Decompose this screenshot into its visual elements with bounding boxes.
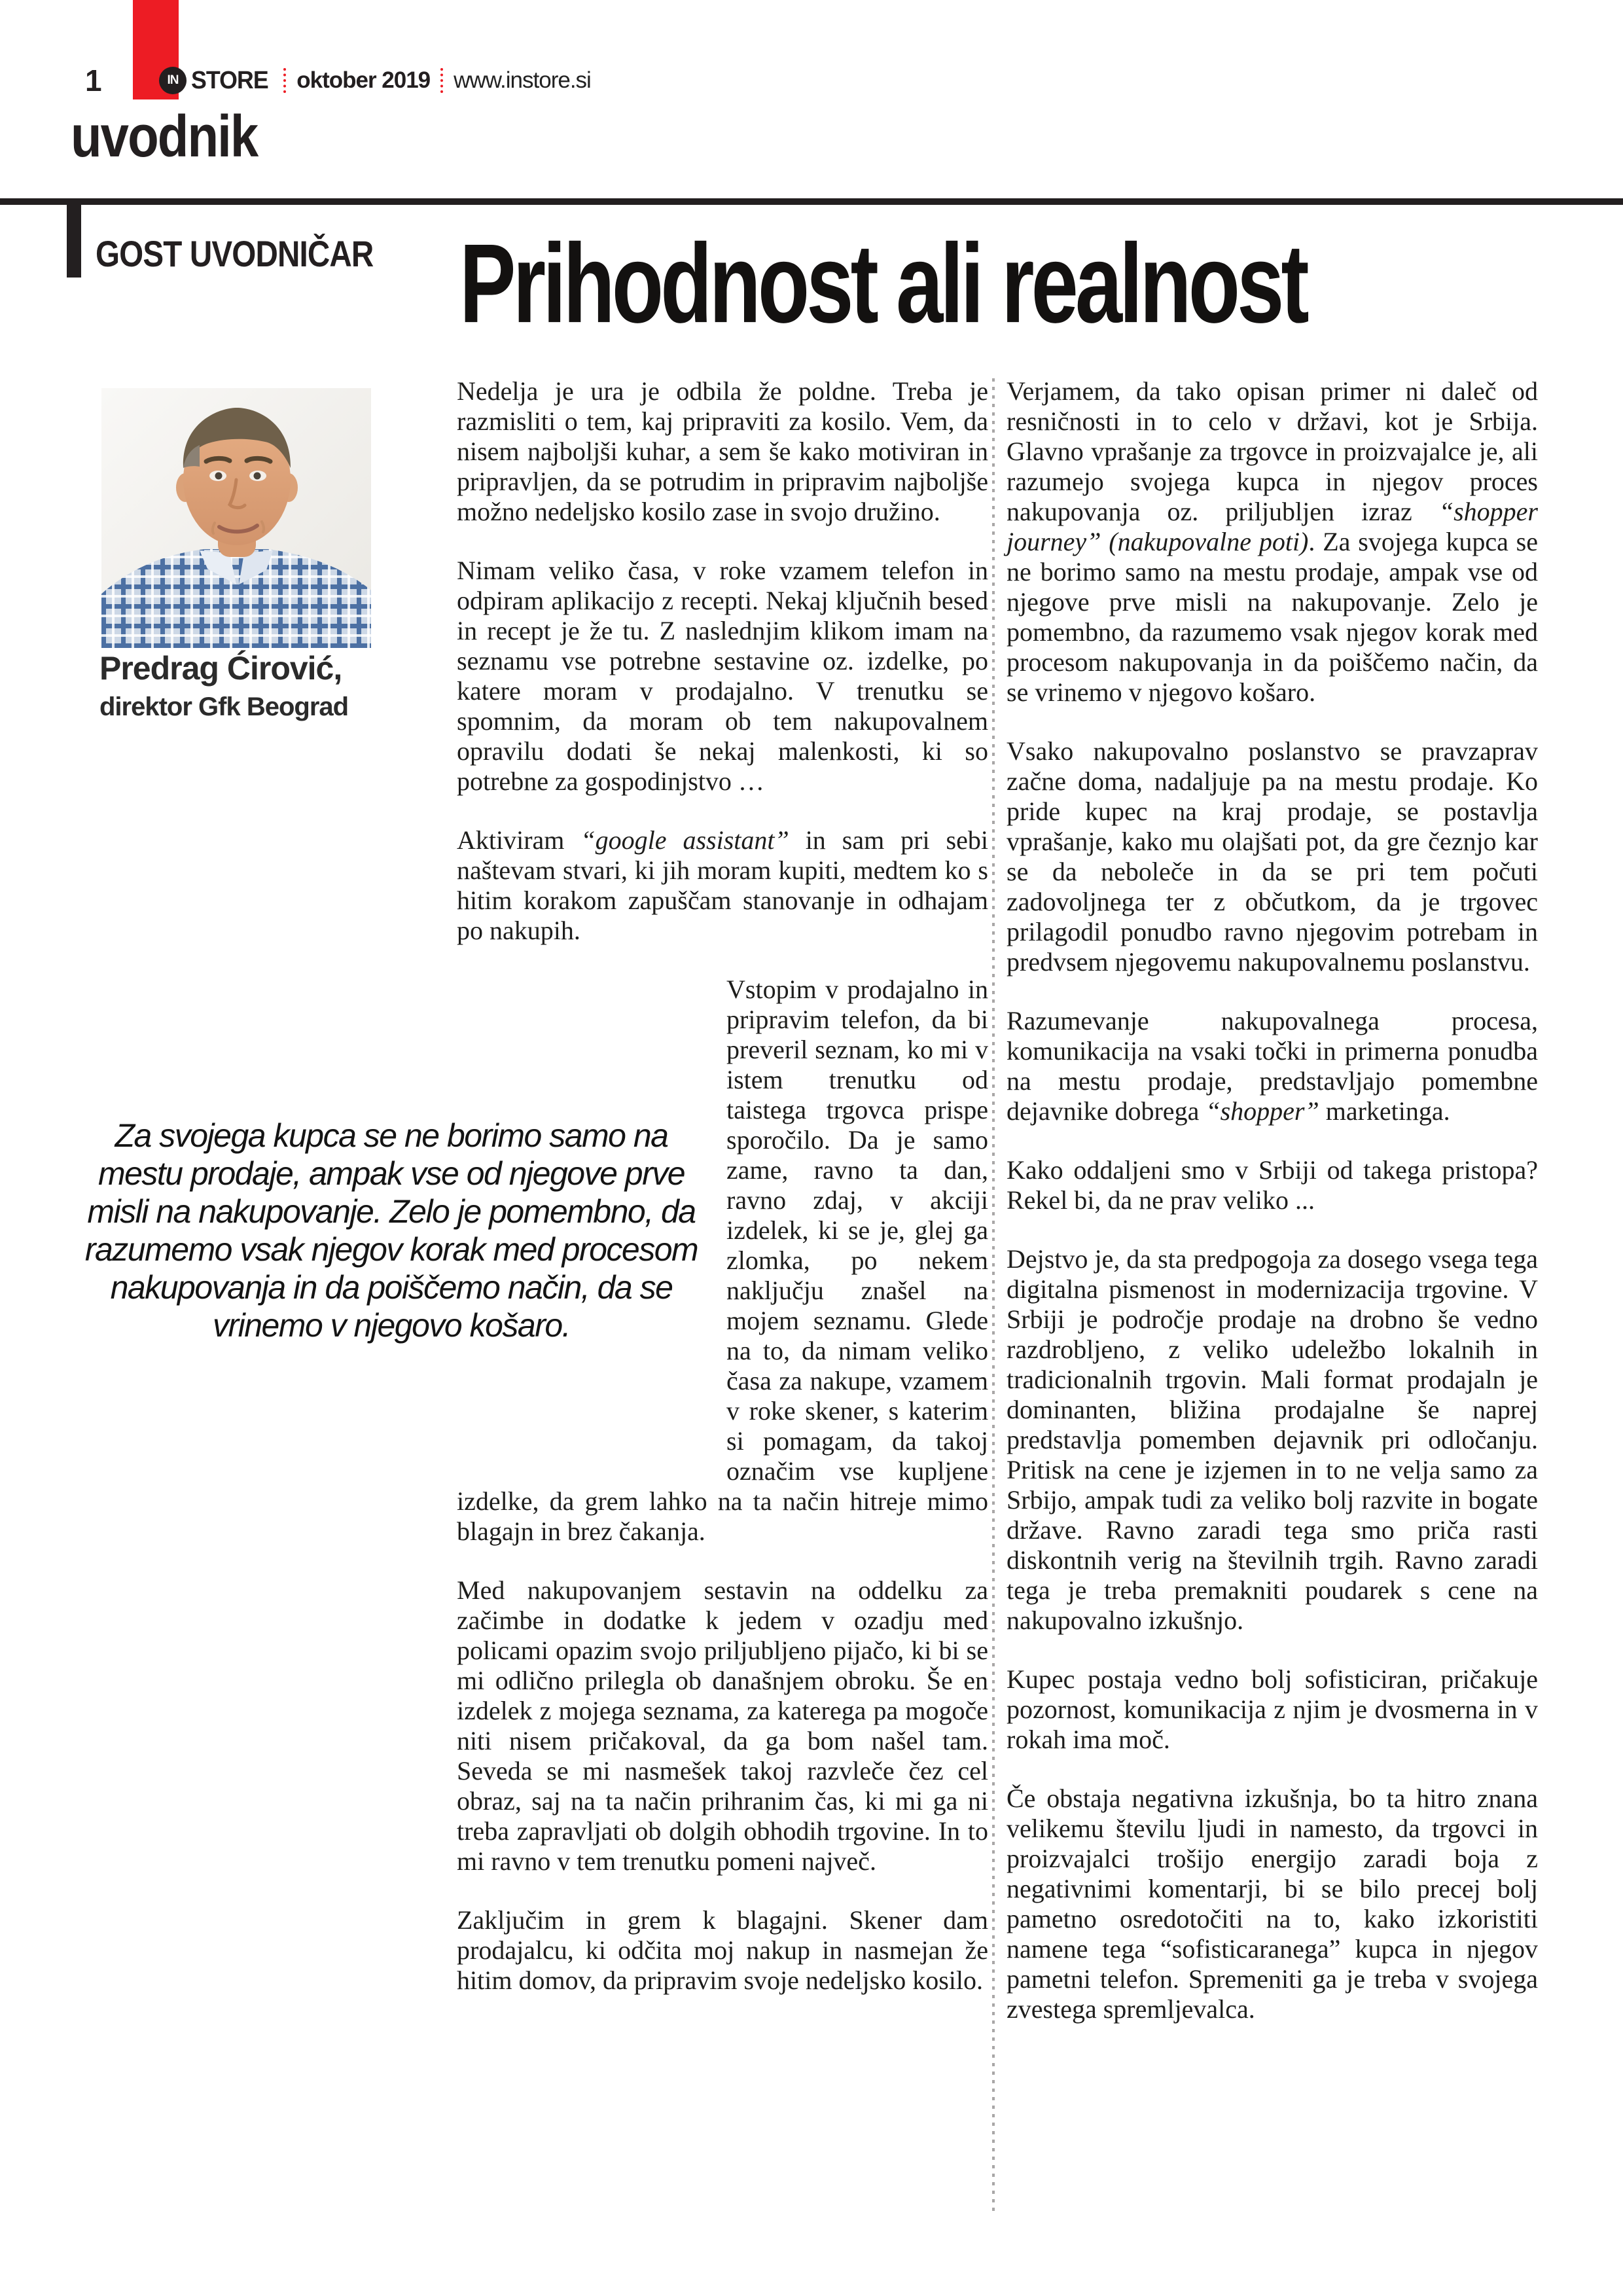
body-paragraph: [457, 1905, 988, 1996]
italic-text-segment: “shopper”: [1205, 1096, 1319, 1126]
text-segment: Razumevanje nakupovalnega procesa, komunikacija na vsaki točki in primerna ponudba na mestu prodaje, predstavljajo pomembne dejavnike dobrega: [1007, 1006, 1538, 1126]
text-segment: Kupec postaja vedno bolj sofisticiran, pričakuje pozornost, komunikacija z njim je dvosmerna in v rokah ima moč.: [1007, 1664, 1538, 1754]
header-rule: [0, 198, 1623, 205]
text-segment: Vstopim v prodajalno in pripravim telefon, da bi preveril seznam, ko mi v istem trenutku od taistega trgovca prispe sporočilo. Da je samo zame, ravno ta dan, ravno zdaj, v akciji izdelek, ki se je, glej ga zlomka, po nekem naključju znašel na mojem seznamu. Glede na to, da nimam veliko časa za nakupe, vzamem v roke skener, s katerim si pomagam, da takoj označim vse kupljene izdelke, da grem lahko na ta način hitreje mimo blagajn in brez čakanja.: [457, 975, 988, 1546]
italic-text-segment: “google assistant”: [580, 825, 789, 855]
instore-logo-icon: [159, 67, 187, 94]
text-segment: . Za svojega kupca se ne borimo samo na mestu prodaje, ampak vse od njegove prve misli na nakupovanje. Zelo je pomembno, da razumemo vsak njegov korak med procesom nakupovanja in da poiščemo način, da se vrinemo v njegovo košaro.: [1007, 527, 1538, 707]
text-segment: Kako oddaljeni smo v Srbiji od takega pristopa? Rekel bi, da ne prav veliko ...: [1007, 1155, 1538, 1215]
kicker-label: GOST UVODNIČAR: [96, 233, 374, 274]
body-paragraph: [1007, 1664, 1538, 1755]
body-paragraph: [1007, 1784, 1538, 2024]
text-segment: Če obstaja negativna izkušnja, bo ta hitro znana velikemu številu ljudi in namesto, da trgovci in proizvajalci trošijo energijo zaradi boja z negativnimi komentarji, bi se bilo precej bolj pametno osredotočiti na to, kako izkoristiti namene tega “sofisticaranega” kupca in njegov pametni telefon. Spremeniti ga je treba v svojega zvestega spremljevalca.: [1007, 1784, 1538, 2024]
text-segment: Verjamem, da tako opisan primer ni daleč od resničnosti in to celo v državi, kot je Srbija. Glavno vprašanje za trgovce in proizvajalce je, ali razumejo svojega kupca in njegov proces nakupovanja oz. priljubljen izraz: [1007, 376, 1538, 526]
text-segment: Dejstvo je, da sta predpogoja za dosego vsega tega digitalna pismenost in modernizacija trgovine. V Srbiji je področje prodaje na drobno še vedno razdrobljeno, z veliko udeležbo lokalnih in tradicionalnih trgovin. Mali format prodajaln je dominanten, bližina prodajalne še naprej predstavlja pomemben dejavnik pri odločanju. Pritisk na cene je izjemen in to ne velja samo za Srbijo, ampak tudi za veliko bolj razvite in bogate države. Ravno zaradi tega smo priča rasti diskontnih verig na številnih trgih. Ravno zaradi tega je treba premakniti poudarek s cene na nakupovalno izkušnjo.: [1007, 1244, 1538, 1635]
portrait-photo-illustration: [101, 388, 371, 648]
text-segment: in sam pri sebi naštevam stvari, ki jih moram kupiti, medtem ko s hitim korakom zapuščam stanovanje in odhajam po nakupih.: [457, 825, 988, 945]
column-divider: [992, 378, 995, 2211]
website-url: www.instore.si: [454, 67, 591, 93]
issue-date: oktober 2019: [296, 67, 431, 93]
body-paragraph: [457, 556, 988, 797]
body-paragraph: [1007, 736, 1538, 977]
text-segment: Nedelja je ura je odbila že poldne. Treba je razmisliti o tem, kaj pripraviti za kosilo. Vem, da nisem najboljši kuhar, a sem še kako motiviran in pripravljen, da se potrudim in pripravim najboljše možno nedeljsko kosilo zase in svojo družino.: [457, 376, 988, 526]
article-column-2: [1007, 376, 1538, 2024]
text-segment: Med nakupovanjem sestavin na oddelku za začimbe in dodatke k jedem v ozadju med policami opazim svojo priljubljeno pijačo, ki bi se mi odlično prilegla ob današnjem obroku. Še en izdelek z mojega seznama, za katerega pa mogoče niti nisem pričakoval, da ga bom našel tam. Seveda se mi nasmešek takoj razvleče čez cel obraz, saj na ta način prihranim čas, ki mi ga ni treba zapravljati ob dolgih obhodih trgovine. In to mi ravno v tem trenutku pomeni največ.: [457, 1575, 988, 1876]
article-column-1: [457, 376, 988, 1996]
text-segment: Zaključim in grem k blagajni. Skener dam prodajalcu, ki odčita moj nakup in nasmejan že hitim domov, da pripravim svoje nedeljsko kosilo.: [457, 1905, 988, 1995]
body-paragraph: [457, 825, 988, 946]
pull-quote: Za svojega kupca se ne borimo samo na mestu prodaje, ampak vse od njegove prve misli na nakupovanje. Zelo je pomembno, da razumemo vsak njegov korak med procesom nakupovanja in da poiščemo način, da se vrinemo v njegovo košaro.: [84, 1117, 698, 1344]
pupil-right: [254, 473, 261, 480]
text-segment: Nimam veliko časa, v roke vzamem telefon in odpiram aplikacijo z recepti. Nekaj ključnih besed in recept je že tu. Z naslednjim klikom imam na seznamu vse potrebne sestavine oz. izdelke, po katere moram v prodajalno. V trenutku se spomnim, da moram ob tem nakupovalnem opravilu dodati še nekaj malenkosti, ki so potrebne za gospodinjstvo …: [457, 556, 988, 796]
body-paragraph: [1007, 1244, 1538, 1636]
author-name: Predrag Ćirović,: [99, 650, 342, 687]
pupil-left: [215, 473, 223, 480]
logo-wordmark: STORE: [191, 66, 268, 94]
article-headline: Prihodnost ali realnost: [459, 221, 1306, 347]
body-paragraph: [457, 376, 988, 527]
pull-quote-wrap-spacer: [457, 975, 726, 1465]
page-number: 1: [85, 63, 102, 98]
section-title: uvodnik: [71, 103, 258, 170]
body-paragraph: [1007, 376, 1538, 708]
text-segment: marketinga.: [1319, 1096, 1450, 1126]
body-paragraph: [457, 1575, 988, 1876]
body-paragraph: [457, 975, 988, 1547]
text-segment: Vsako nakupovalno poslanstvo se pravzaprav začne doma, nadaljuje pa na mestu prodaje. Ko pride kupec na kraj prodaje, se postavlja vprašanje, kako mu olajšati pot, da gre čeznjo kar se da neboleče in da se pri tem počuti zadovoljnega ter z občutkom, da je trgovec prilagodil ponudbo ravno njegovim potrebam in predvsem njegovemu nakupovalnemu poslanstvu.: [1007, 736, 1538, 977]
masthead: [159, 65, 591, 96]
portrait-photo: [101, 388, 371, 648]
masthead-separator-icon: [283, 68, 286, 93]
logo-circle-text: IN: [167, 73, 179, 87]
body-paragraph: [1007, 1155, 1538, 1215]
text-segment: Aktiviram: [457, 825, 581, 855]
body-paragraph: [1007, 1006, 1538, 1126]
masthead-separator-icon: [440, 68, 443, 93]
italic-text-segment: “shopper journey” (nakupovalne poti): [1007, 497, 1538, 556]
author-role: direktor Gfk Beograd: [99, 692, 349, 721]
kicker-bar: [67, 198, 81, 278]
